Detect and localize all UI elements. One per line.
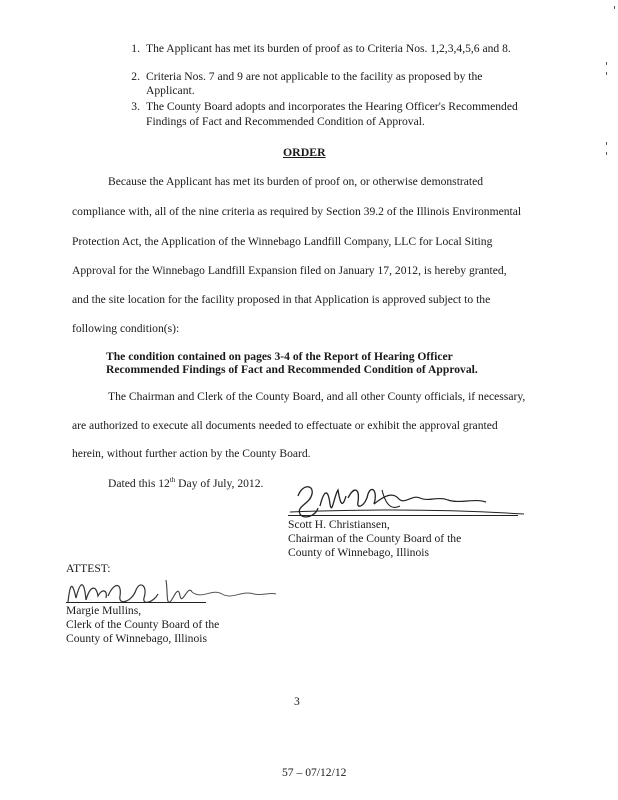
paragraph-line: Protection Act, the Application of the Winnebago Landfill Company, LLC for Local Siting: [72, 235, 493, 248]
clerk-county: County of Winnebago, Illinois: [66, 632, 208, 645]
scan-speck: [606, 72, 607, 75]
finding-number: 3.: [131, 100, 140, 113]
order-heading: ORDER: [283, 145, 326, 159]
scan-speck: [606, 152, 607, 155]
clerk-title: Clerk of the County Board of the: [66, 618, 220, 631]
signature-line: [288, 515, 518, 516]
clerk-name: Margie Mullins,: [66, 604, 142, 617]
finding-line: Criteria Nos. 7 and 9 are not applicable to the facility as proposed by the: [146, 70, 483, 83]
scan-speck: [606, 142, 607, 145]
finding-number: 2.: [131, 70, 140, 83]
dated-superscript: th: [169, 476, 176, 484]
paragraph-line: are authorized to execute all documents needed to effectuate or exhibit the approval granted: [72, 419, 498, 432]
paragraph-line: The Chairman and Clerk of the County Board, and all other County officials, if necessary,: [108, 390, 526, 403]
condition-line: Recommended Findings of Fact and Recommended Condition of Approval.: [106, 363, 478, 376]
chairman-title: Chairman of the County Board of the: [288, 532, 462, 545]
paragraph-line: and the site location for the facility proposed in that Application is approved subject to the: [72, 293, 491, 306]
scan-speck: [614, 6, 615, 9]
paragraph-line: compliance with, all of the nine criteria as required by Section 39.2 of the Illinois Environmental: [72, 205, 522, 218]
footer-stamp: 57 – 07/12/12: [282, 766, 347, 779]
finding-line: Findings of Fact and Recommended Condition of Approval.: [146, 115, 425, 128]
dated-prefix: Dated this 12: [108, 476, 170, 490]
page-number: 3: [294, 695, 300, 708]
finding-line: The County Board adopts and incorporates the Hearing Officer's Recommended: [146, 100, 518, 113]
scan-speck: [606, 62, 607, 65]
attest-label: ATTEST:: [66, 562, 111, 575]
finding-line: The Applicant has met its burden of proof as to Criteria Nos. 1,2,3,4,5,6 and 8.: [146, 42, 511, 55]
condition-line: The condition contained on pages 3-4 of the Report of Hearing Officer: [106, 350, 453, 363]
paragraph-line: herein, without further action by the County Board.: [72, 447, 311, 460]
attest-signature-line: [66, 602, 206, 603]
paragraph-line: following condition(s):: [72, 322, 180, 335]
chairman-name: Scott H. Christiansen,: [288, 518, 390, 531]
paragraph-line: Because the Applicant has met its burden of proof on, or otherwise demonstrated: [108, 175, 484, 188]
dated-suffix: Day of July, 2012.: [175, 476, 264, 490]
paragraph-line: Approval for the Winnebago Landfill Expansion filed on January 17, 2012, is hereby granted,: [72, 264, 507, 277]
dated-line: [108, 476, 263, 491]
finding-line: Applicant.: [146, 84, 195, 97]
chairman-county: County of Winnebago, Illinois: [288, 546, 430, 559]
finding-number: 1.: [131, 42, 140, 55]
